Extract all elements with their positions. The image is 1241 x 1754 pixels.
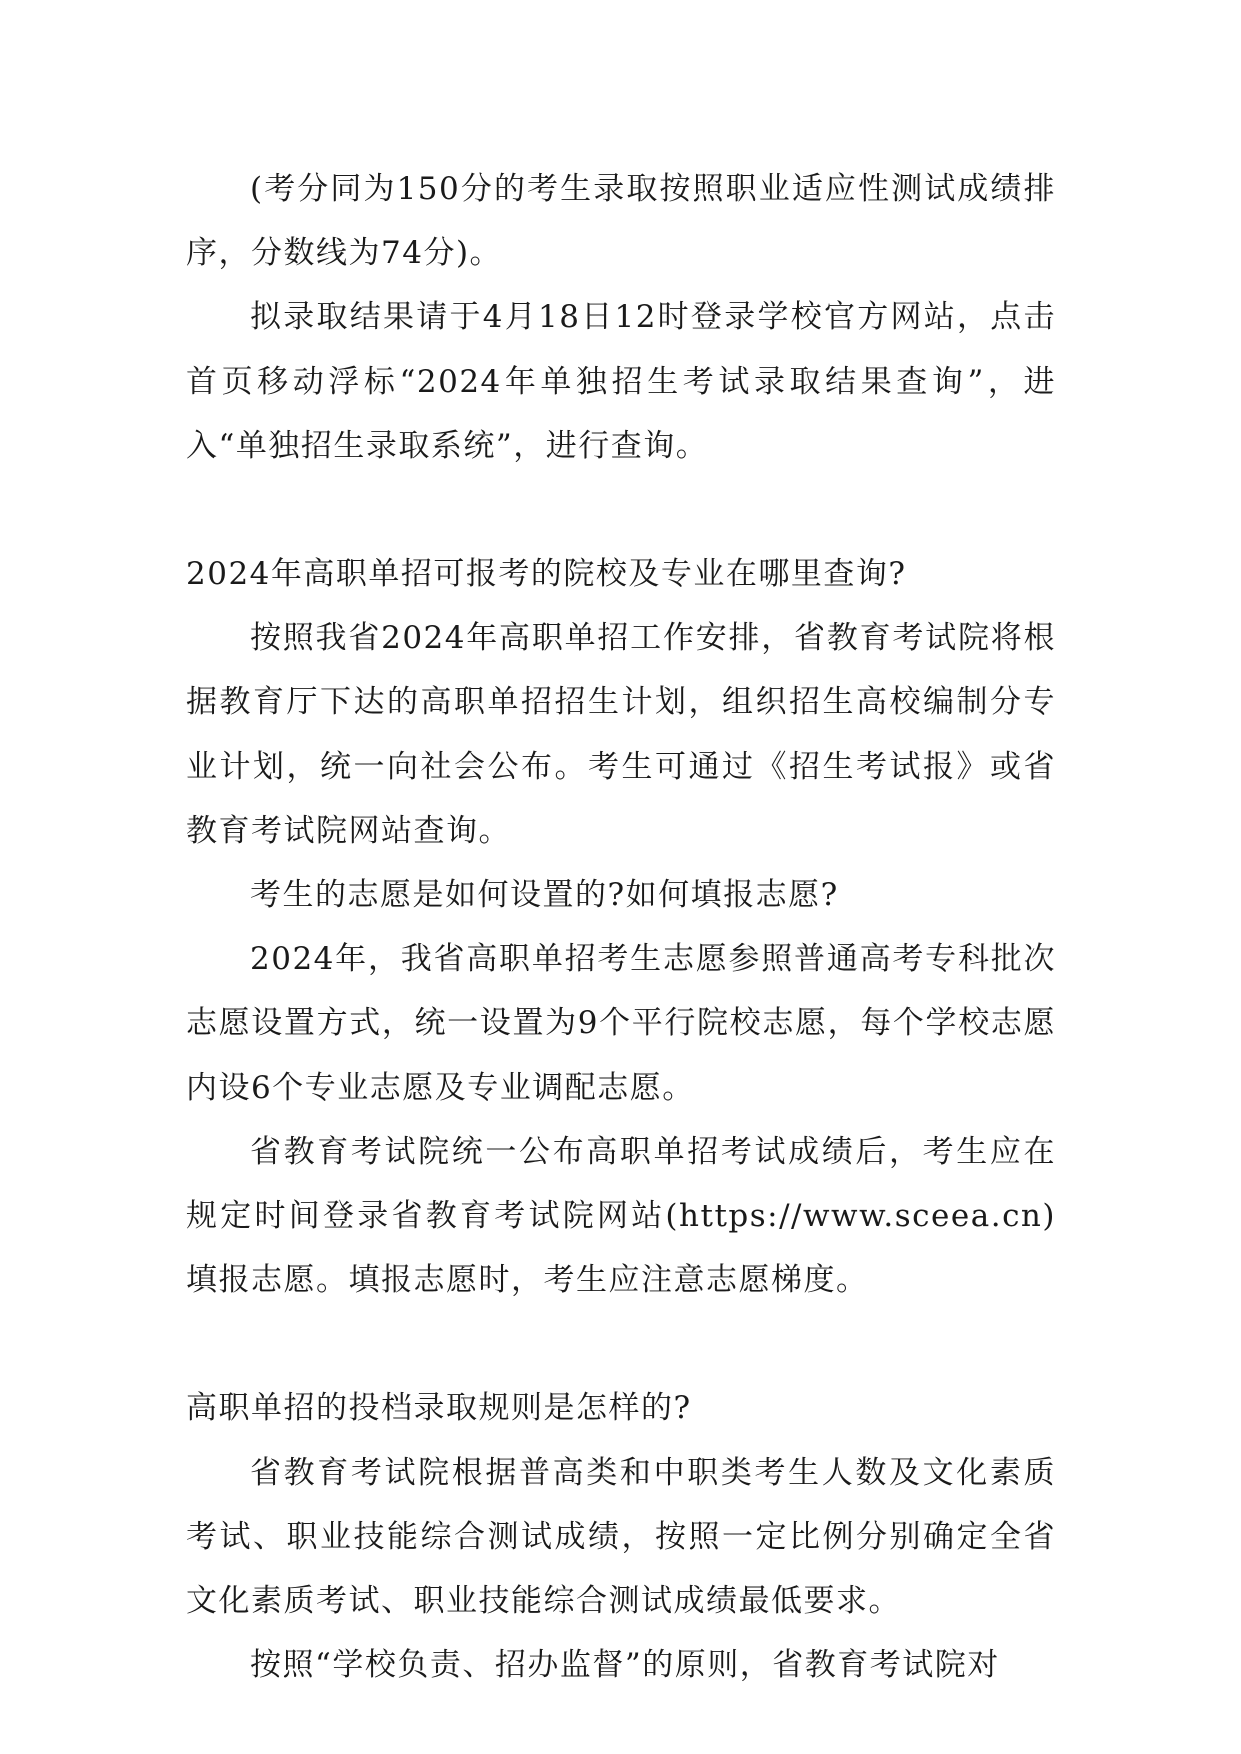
- paragraph-application-question: 考生的志愿是如何设置的?如何填报志愿?: [250, 877, 839, 914]
- section-heading-admission-rules: 高职单招的投档录取规则是怎样的?: [186, 1390, 692, 1427]
- paragraph-admission-result-query: 拟录取结果请于4月18日12时登录学校官方网站，点击首页移动浮标“2024年单独招生考试录取结果查询”，进入“单独招生录取系统”，进行查询。: [186, 299, 1056, 464]
- section-heading-schools-query: 2024年高职单招可报考的院校及专业在哪里查询?: [186, 556, 907, 593]
- paragraph-application-filing: 省教育考试院统一公布高职单招考试成绩后，考生应在规定时间登录省教育考试院网站(https://www.sceea.cn)填报志愿。填报志愿时，考生应注意志愿梯度。: [186, 1133, 1056, 1299]
- paragraph-score-tie-note: (考分同为150分的考生录取按照职业适应性测试成绩排序，分数线为74分)。: [186, 171, 1056, 272]
- paragraph-minimum-requirements: 省教育考试院根据普高类和中职类考生人数及文化素质考试、职业技能综合测试成绩，按照一定比例分别确定全省文化素质考试、职业技能综合测试成绩最低要求。: [186, 1454, 1056, 1620]
- paragraph-enrollment-plan: 按照我省2024年高职单招工作安排，省教育考试院将根据教育厅下达的高职单招招生计划，组织招生高校编制分专业计划，统一向社会公布。考生可通过《招生考试报》或省教育考试院网站查询。: [186, 620, 1056, 849]
- paragraph-application-settings: 2024年，我省高职单招考生志愿参照普通高考专科批次志愿设置方式，统一设置为9个平行院校志愿，每个学校志愿内设6个专业志愿及专业调配志愿。: [186, 941, 1056, 1106]
- paragraph-supervision-principle: 按照“学校负责、招办监督”的原则，省教育考试院对: [250, 1647, 1000, 1684]
- document-body: [186, 157, 1056, 1697]
